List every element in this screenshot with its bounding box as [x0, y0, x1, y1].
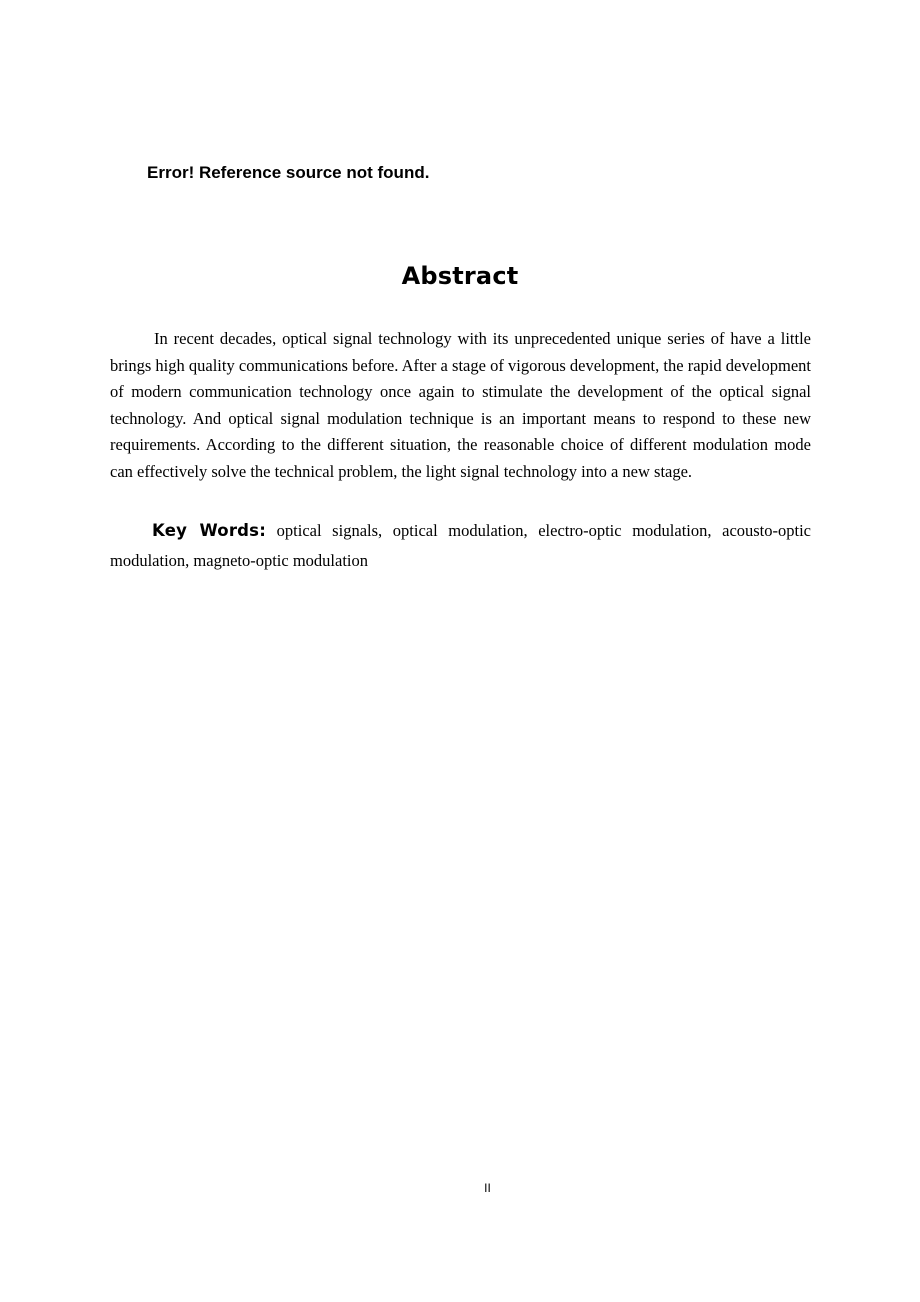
- page-number: II: [484, 1181, 491, 1195]
- abstract-title: Abstract: [401, 262, 519, 290]
- keywords-paragraph: [110, 516, 811, 576]
- abstract-body: In recent decades, optical signal technology with its unprecedented unique series of have a little brings high quality communications before. After a stage of vigorous development, the rapid development of modern communication technology once again to stimulate the development of the optical signal technology. And optical signal modulation technique is an important means to respond to these new requirements. According to the different situation, the reasonable choice of different modulation mode can effectively solve the technical problem, the light signal technology into a new stage.: [110, 329, 811, 481]
- keywords-label: Key Words:: [152, 521, 267, 540]
- keywords-list: optical signals, optical modulation, electro-optic modulation, acousto-optic modulation, magneto-optic modulation: [110, 521, 812, 570]
- reference-error-header: Error! Reference source not found.: [147, 163, 430, 182]
